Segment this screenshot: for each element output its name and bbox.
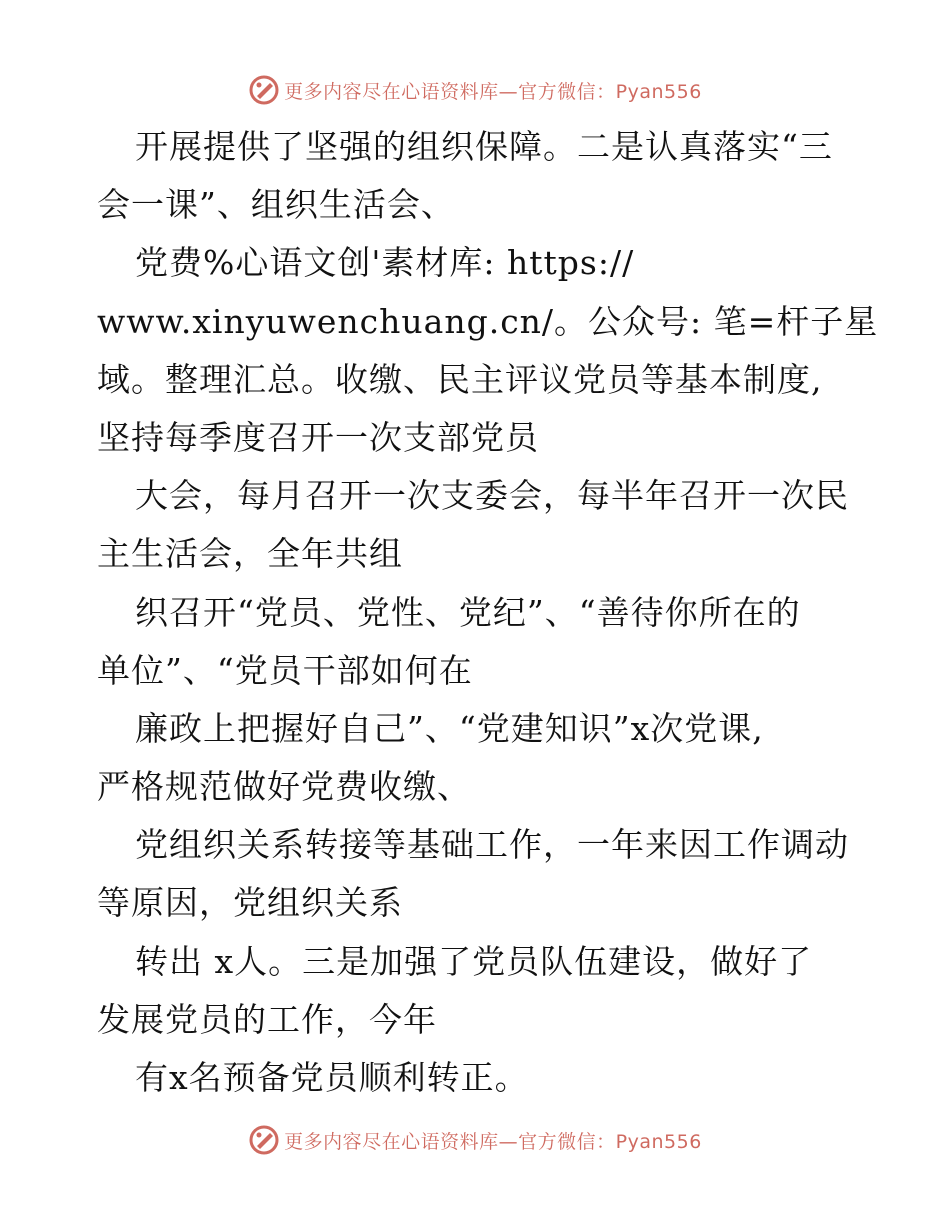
text-line: www.xinyuwenchuang.cn/。公众号: 笔=杆子星: [97, 301, 879, 341]
text-line: 会一课”、组织生活会、: [97, 185, 455, 225]
text-line: 等原因，党组织关系: [97, 883, 403, 923]
text-line: 域。整理汇总。收缴、民主评议党员等基本制度,: [97, 359, 823, 399]
watermark-group: [248, 74, 702, 106]
text-line: 坚持每季度召开一次支部党员: [97, 417, 539, 457]
text-line: 严格规范做好党费收缴、: [97, 767, 471, 807]
text-line: 转出 x人。三是加强了党员队伍建设，做好了: [135, 941, 813, 981]
text-line: 发展党员的工作，今年: [97, 999, 437, 1039]
brush-seal-logo-icon: [248, 74, 280, 106]
text-line: 开展提供了坚强的组织保障。二是认真落实“三: [135, 127, 833, 166]
text-line: 廉政上把握好自己”、“党建知识”x次党课,: [135, 708, 764, 748]
text-line: 党费%心语文创'素材库: https://: [135, 243, 635, 283]
text-line: 单位”、“党员干部如何在: [97, 650, 473, 690]
footer-watermark: [0, 1120, 950, 1160]
text-line: 主生活会，全年共组: [97, 534, 403, 574]
document-body: [97, 118, 879, 1107]
text-line: 党组织关系转接等基础工作，一年来因工作调动: [135, 825, 849, 865]
text-line: 大会，每月召开一次支委会，每半年召开一次民: [135, 476, 849, 516]
watermark-group: [248, 1124, 702, 1156]
watermark-text: 更多内容尽在心语资料库—官方微信：Pyan556: [284, 80, 702, 103]
header-watermark: [0, 70, 950, 110]
text-line: 织召开“党员、党性、党纪”、“善待你所在的: [135, 592, 801, 632]
text-line: 有x名预备党员顺利转正。: [135, 1058, 529, 1097]
brush-seal-logo-icon: [248, 1124, 280, 1156]
watermark-text: 更多内容尽在心语资料库—官方微信：Pyan556: [284, 1130, 702, 1153]
